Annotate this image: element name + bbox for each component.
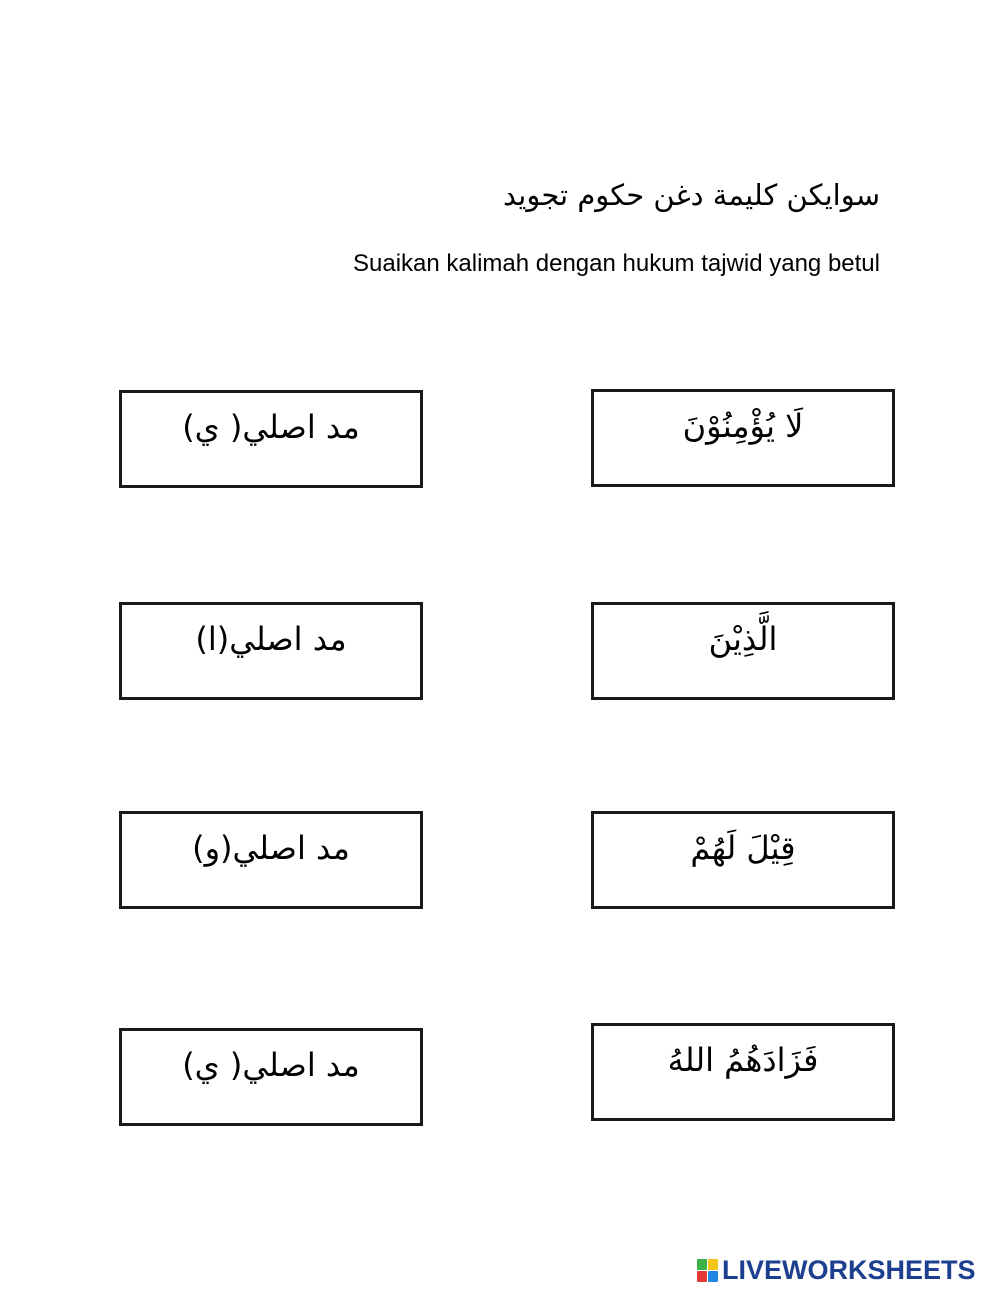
word-box-label: فَزَادَهُمُ اللهُ <box>667 1041 819 1079</box>
word-box-la-yuminun[interactable] <box>591 389 895 487</box>
answer-box-mad-asli-wau[interactable] <box>119 811 423 909</box>
liveworksheets-logo <box>697 1256 976 1284</box>
answer-box-label: مد اصلي( ي) <box>182 408 360 446</box>
word-box-qila-lahum[interactable] <box>591 811 895 909</box>
answer-box-mad-asli-ya-2[interactable] <box>119 1028 423 1126</box>
answer-box-label: مد اصلي(و) <box>192 829 350 867</box>
answer-box-label: مد اصلي( ي) <box>182 1046 360 1084</box>
logo-square-yellow <box>708 1259 718 1270</box>
answer-box-mad-asli-ya-1[interactable] <box>119 390 423 488</box>
word-box-label: الَّذِيْنَ <box>708 620 778 658</box>
title-jawi: سوايكن كليمة دغن حكوم تجويد <box>503 178 880 212</box>
logo-square-green <box>697 1259 707 1270</box>
answer-box-label: مد اصلي(ا) <box>195 620 347 658</box>
word-box-fazadahumullah[interactable] <box>591 1023 895 1121</box>
logo-square-red <box>697 1271 707 1282</box>
logo-square-blue <box>708 1271 718 1282</box>
answer-box-mad-asli-alif[interactable] <box>119 602 423 700</box>
liveworksheets-logo-icon <box>697 1259 718 1282</box>
word-box-alladhina[interactable] <box>591 602 895 700</box>
logo-text: LIVEWORKSHEETS <box>722 1254 976 1285</box>
word-box-label: لَا يُؤْمِنُوْنَ <box>682 407 804 445</box>
title-malay: Suaikan kalimah dengan hukum tajwid yang betul <box>352 250 880 277</box>
word-box-label: قِيْلَ لَهُمْ <box>690 829 796 867</box>
